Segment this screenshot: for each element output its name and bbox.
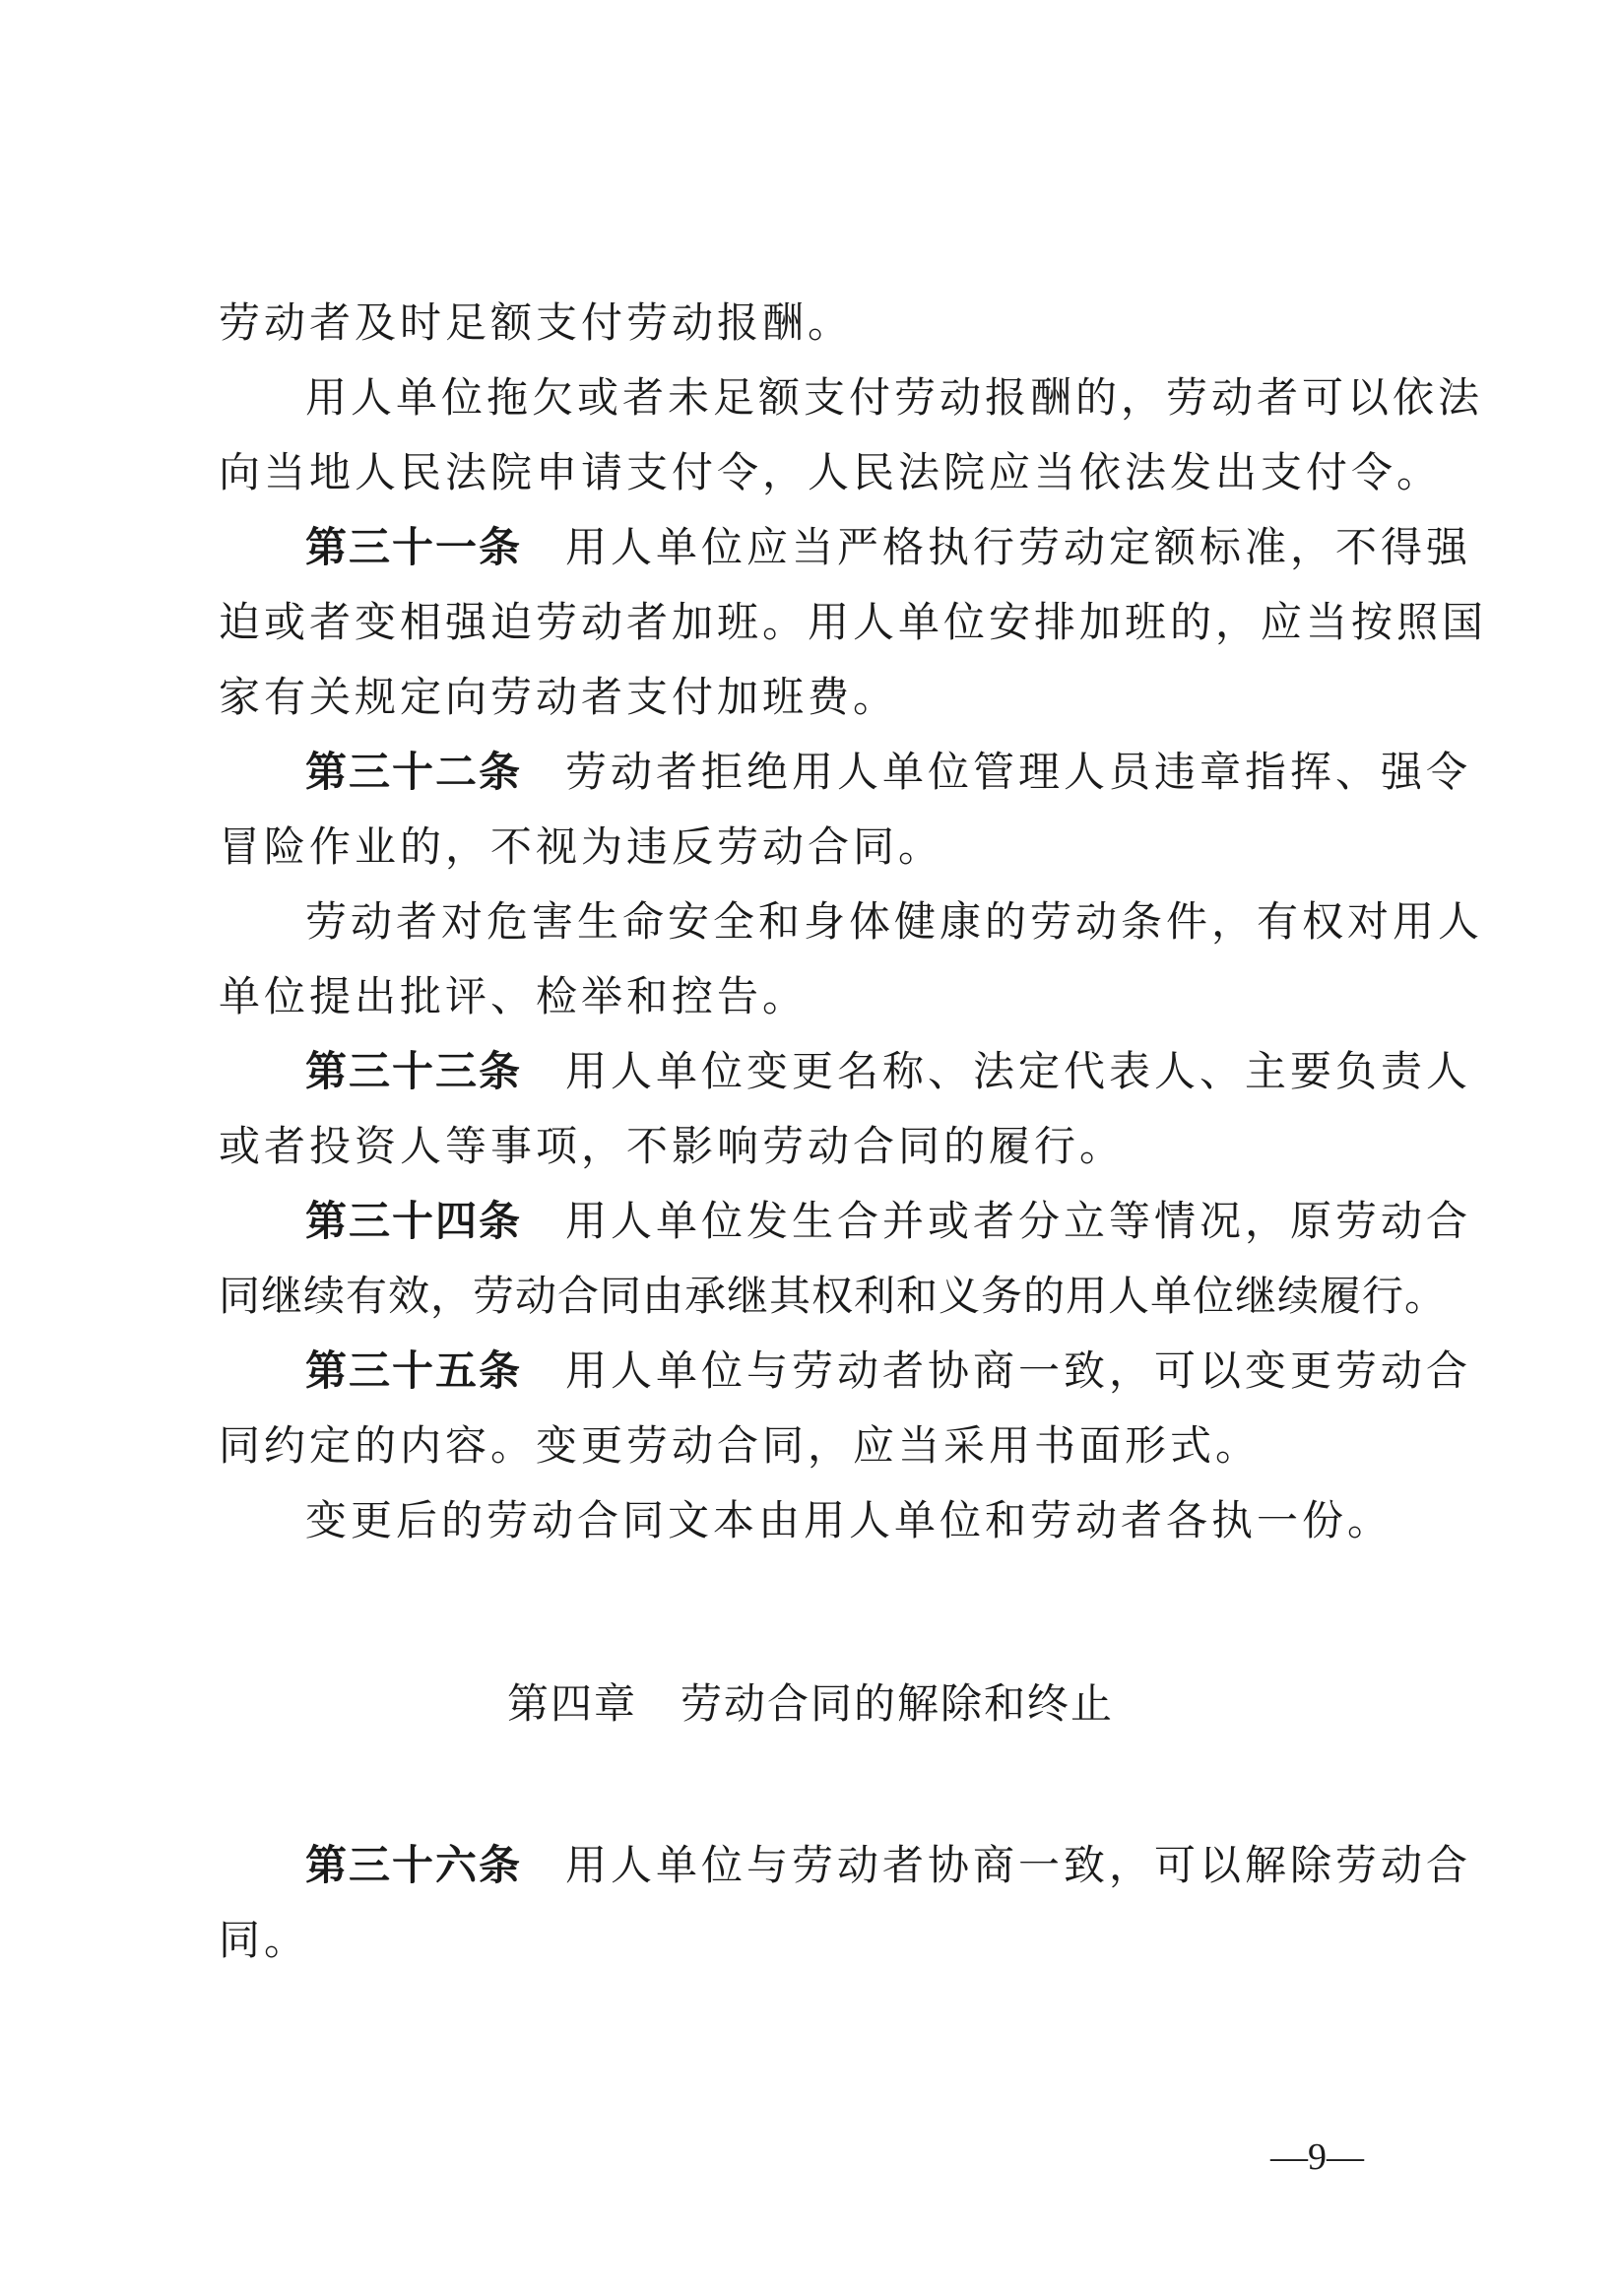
line-text: 用人单位拖欠或者未足额支付劳动报酬的，劳动者可以依法 — [305, 373, 1484, 422]
article-line — [219, 510, 1472, 585]
paragraph-line — [219, 1483, 1440, 1558]
body-text-block — [219, 286, 1488, 1558]
line-text: 同。 — [219, 1916, 310, 1964]
text-line — [219, 1903, 1440, 1978]
article-line — [219, 1034, 1472, 1109]
text-line — [219, 286, 1440, 361]
article-number: 第三十二条 — [305, 748, 523, 796]
line-text: 劳动者及时足额支付劳动报酬。 — [219, 298, 854, 347]
line-text: 单位提出批评、检举和控告。 — [219, 972, 809, 1020]
body-text-block-2 — [219, 1828, 1472, 1978]
chapter-number: 第四章 — [506, 1679, 637, 1728]
article-line — [219, 1828, 1472, 1903]
text-line — [219, 585, 1488, 660]
line-text: 变更后的劳动合同文本由用人单位和劳动者各执一份。 — [305, 1496, 1394, 1544]
line-text: 用人单位与劳动者协商一致，可以变更劳动合 — [565, 1346, 1472, 1395]
line-text: 冒险作业的，不视为违反劳动合同。 — [219, 822, 944, 871]
page-number: —9— — [1270, 2136, 1364, 2178]
article-line — [219, 1184, 1472, 1259]
article-number: 第三十三条 — [305, 1047, 523, 1095]
article-number: 第三十六条 — [305, 1841, 523, 1889]
article-number: 第三十五条 — [305, 1346, 523, 1395]
text-line — [219, 1259, 1448, 1334]
text-line — [219, 1409, 1440, 1483]
line-text: 同继续有效，劳动合同由承继其权利和义务的用人单位继续履行。 — [219, 1272, 1448, 1320]
line-text: 劳动者拒绝用人单位管理人员违章指挥、强令 — [565, 748, 1472, 796]
text-line — [219, 435, 1443, 510]
paragraph-line — [219, 361, 1484, 435]
line-text: 用人单位变更名称、法定代表人、主要负责人 — [565, 1047, 1472, 1095]
chapter-heading — [0, 1674, 1621, 1734]
article-number: 第三十四条 — [305, 1197, 523, 1245]
article-number: 第三十一条 — [305, 523, 523, 571]
line-text: 用人单位发生合并或者分立等情况，原劳动合 — [565, 1197, 1472, 1245]
text-line — [219, 959, 1440, 1034]
paragraph-line — [219, 885, 1484, 959]
line-text: 用人单位与劳动者协商一致，可以解除劳动合 — [565, 1841, 1472, 1889]
article-line — [219, 735, 1472, 810]
line-text: 家有关规定向劳动者支付加班费。 — [219, 673, 899, 721]
text-line — [219, 1109, 1440, 1184]
chapter-title: 劳动合同的解除和终止 — [681, 1679, 1115, 1728]
line-text: 向当地人民法院申请支付令，人民法院应当依法发出支付令。 — [219, 448, 1443, 496]
article-line — [219, 1334, 1472, 1409]
text-line — [219, 660, 1440, 735]
line-text: 劳动者对危害生命安全和身体健康的劳动条件，有权对用人 — [305, 897, 1484, 946]
line-text: 或者投资人等事项，不影响劳动合同的履行。 — [219, 1122, 1126, 1170]
line-text: 同约定的内容。变更劳动合同，应当采用书面形式。 — [219, 1421, 1262, 1470]
line-text: 用人单位应当严格执行劳动定额标准，不得强 — [565, 523, 1472, 571]
text-line — [219, 810, 1440, 885]
line-text: 迫或者变相强迫劳动者加班。用人单位安排加班的，应当按照国 — [219, 598, 1488, 646]
